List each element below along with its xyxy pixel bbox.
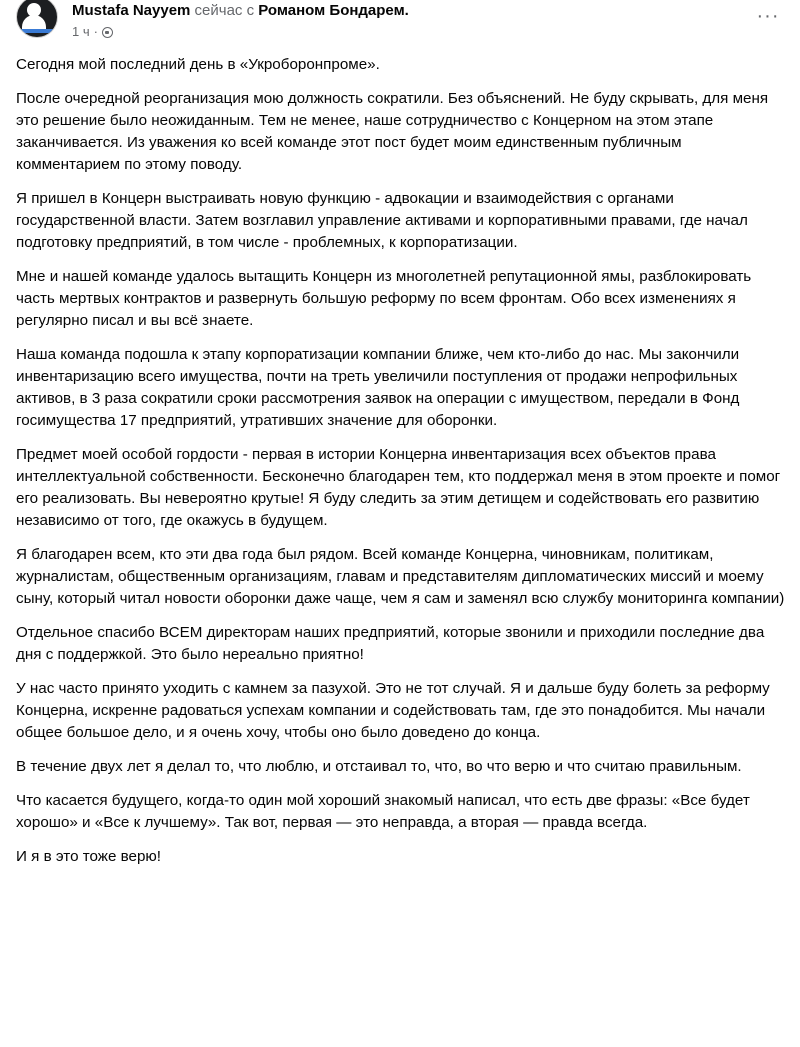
post-paragraph: В течение двух лет я делал то, что люблю, и отстаивал то, что, во что верю и что считаю правильным. xyxy=(16,758,742,775)
post-meta xyxy=(72,24,113,40)
post-header xyxy=(0,0,800,48)
post-paragraph: Наша команда подошла к этапу корпоратизации компании ближе, чем кто-либо до нас. Мы закончили инвентаризацию всего имущества, почти на треть увеличили поступления от продажи непрофильных активов, в 3 раза сократили сроки рассмотрения заявок на операции с имуществом, передали в Фонд госимущества 17 предприятий, утративших значение для оборонки. xyxy=(16,346,740,429)
post-paragraph: Что касается будущего, когда-то один мой хороший знакомый написал, что есть две фразы: «Все будет хорошо» и «Все к лучшему». Так вот, первая — это неправда, а вторая — правда всегда. xyxy=(16,792,750,831)
post-paragraph: Мне и нашей команде удалось вытащить Концерн из многолетней репутационной ямы, разблокировать часть мертвых контрактов и развернуть большую реформу по всем фронтам. Обо всех изменениях я регулярно писал и вы всё знаете. xyxy=(16,268,752,329)
avatar-stripe xyxy=(17,29,57,33)
more-options-button[interactable] xyxy=(756,6,780,30)
globe-icon[interactable] xyxy=(102,27,113,38)
post-paragraph: Сегодня мой последний день в «Укроборонпроме». xyxy=(16,56,380,73)
author-name-link[interactable]: Mustafa Nayyem xyxy=(72,2,191,19)
post-paragraph: Я благодарен всем, кто эти два года был рядом. Всей команде Концерна, чиновникам, политикам, журналистам, общественным организациям, главам и представителям дипломатических миссий и моему сыну, который читал новости оборонки даже чаще, чем я сам и заменял всю службу мониторинга компании) xyxy=(16,546,785,607)
meta-separator: · xyxy=(93,24,98,39)
post-paragraph: После очередной реорганизация мою должность сократили. Без объяснений. Не буду скрывать, для меня это решение было неожиданным. Тем не менее, наше сотрудничество с Концерном на этом этапе заканчивается. Из уважения ко всей команде этот пост будет моим единственным публичным комментарием по этому поводу. xyxy=(16,90,769,173)
post-paragraph: У нас часто принято уходить с камнем за пазухой. Это не тот случай. Я и дальше буду болеть за реформу Концерна, искренне радоваться успехам компании и содействовать там, где это понадобится. Мы начали общее большое дело, и я очень хочу, чтобы оно было доведено до конца. xyxy=(16,680,770,741)
avatar[interactable] xyxy=(16,0,58,38)
post-paragraph: Предмет моей особой гордости - первая в истории Концерна инвентаризация всех объектов права интеллектуальной собственности. Бесконечно благодарен тем, кто поддержал меня в этом проекте и помог его реализовать. Вы невероятно крутые! Я буду следить за этим детищем и содействовать его развитию независимо от того, где окажусь в будущем. xyxy=(16,446,781,529)
author-line xyxy=(72,2,409,20)
more-horizontal-icon: ··· xyxy=(756,5,780,27)
with-text: сейчас с xyxy=(190,2,259,19)
post-paragraph: И я в это тоже верю! xyxy=(16,848,162,865)
tagged-person-link[interactable]: Романом Бондарем. xyxy=(258,2,409,19)
post-paragraph: Я пришел в Концерн выстраивать новую функцию - адвокации и взаимодействия с органами государственной власти. Затем возглавил управление активами и корпоративными правами, где начал подготовку предприятий, в том числе - проблемных, к корпоратизации. xyxy=(16,190,748,251)
post-paragraph: Отдельное спасибо ВСЕМ директорам наших предприятий, которые звонили и приходили последние два дня с поддержкой. Это было нереально приятно! xyxy=(16,624,765,663)
post-time-link[interactable]: 1 ч xyxy=(72,24,90,39)
post-text xyxy=(16,54,786,880)
